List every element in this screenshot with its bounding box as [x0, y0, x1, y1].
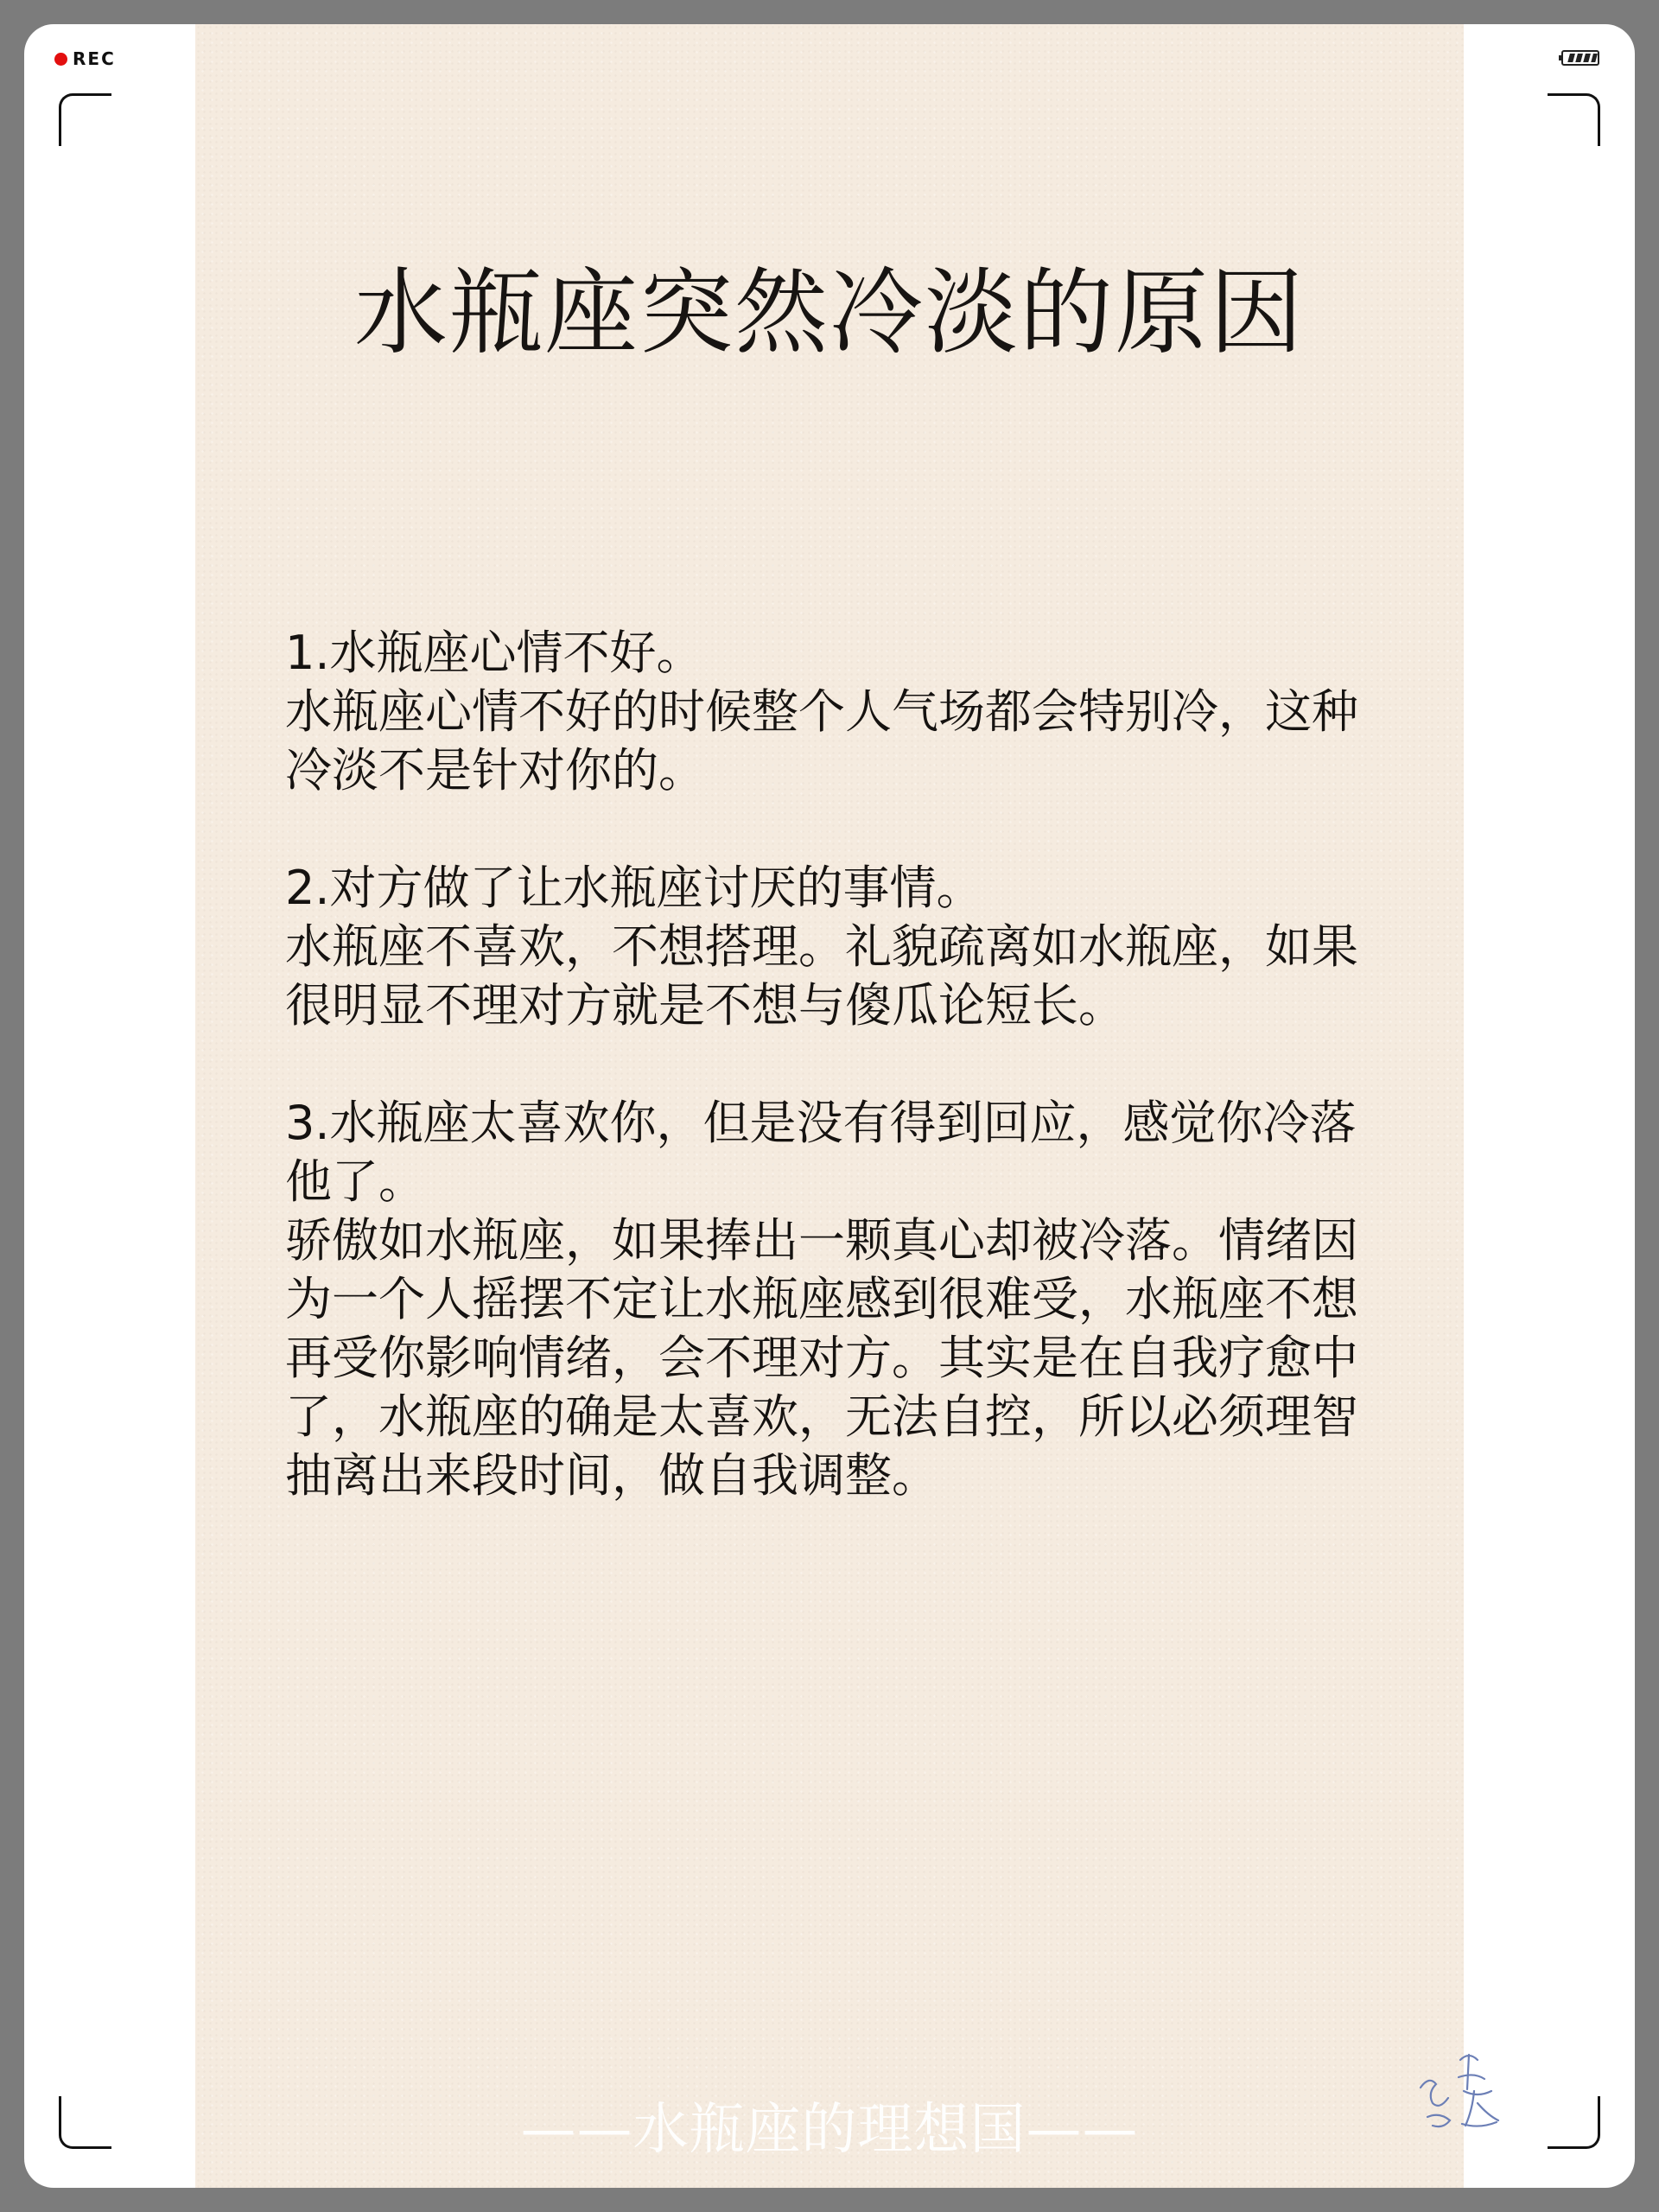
reason-text-3: 骄傲如水瓶座，如果捧出一颗真心却被冷落。情绪因为一个人摇摆不定让水瓶座感到很难受，水瓶座不想再受你影响情绪，会不理对方。其实是在自我疗愈中了，水瓶座的确是太喜欢，无法自控，所以必须理智抽离出来段时间，做自我调整。 [285, 1213, 1358, 1503]
reason-heading-3: 3.水瓶座太喜欢你，但是没有得到回应，感觉你冷落他了。 [285, 1096, 1357, 1209]
rec-indicator [54, 48, 116, 69]
viewfinder-corner-top-right [1548, 93, 1600, 146]
viewfinder-corner-bottom-left [59, 2096, 111, 2149]
rec-label: REC [73, 48, 116, 69]
footer-signature-line: ——水瓶座的理想国—— [520, 2098, 1139, 2162]
reason-heading-2: 2.对方做了让水瓶座讨厌的事情。 [285, 861, 983, 915]
reason-section-3 [285, 1094, 1374, 1505]
page-title: 水瓶座突然冷淡的原因 [353, 259, 1305, 367]
reason-section-2 [285, 859, 1374, 1035]
article-body [285, 624, 1374, 1564]
reason-heading-1: 1.水瓶座心情不好。 [285, 626, 703, 680]
battery-icon [1559, 50, 1600, 66]
reason-text-2: 水瓶座不喜欢，不想搭理。礼貌疏离如水瓶座，如果很明显不理对方就是不想与傻瓜论短长。 [285, 919, 1358, 1033]
handwritten-signature [1410, 2034, 1522, 2146]
photo-frame [24, 24, 1635, 2188]
viewfinder-corner-bottom-right [1548, 2096, 1600, 2149]
rec-dot-icon [54, 53, 67, 66]
viewfinder-corner-top-left [59, 93, 111, 146]
reason-section-1 [285, 624, 1374, 800]
reason-text-1: 水瓶座心情不好的时候整个人气场都会特别冷，这种冷淡不是针对你的。 [285, 684, 1358, 798]
